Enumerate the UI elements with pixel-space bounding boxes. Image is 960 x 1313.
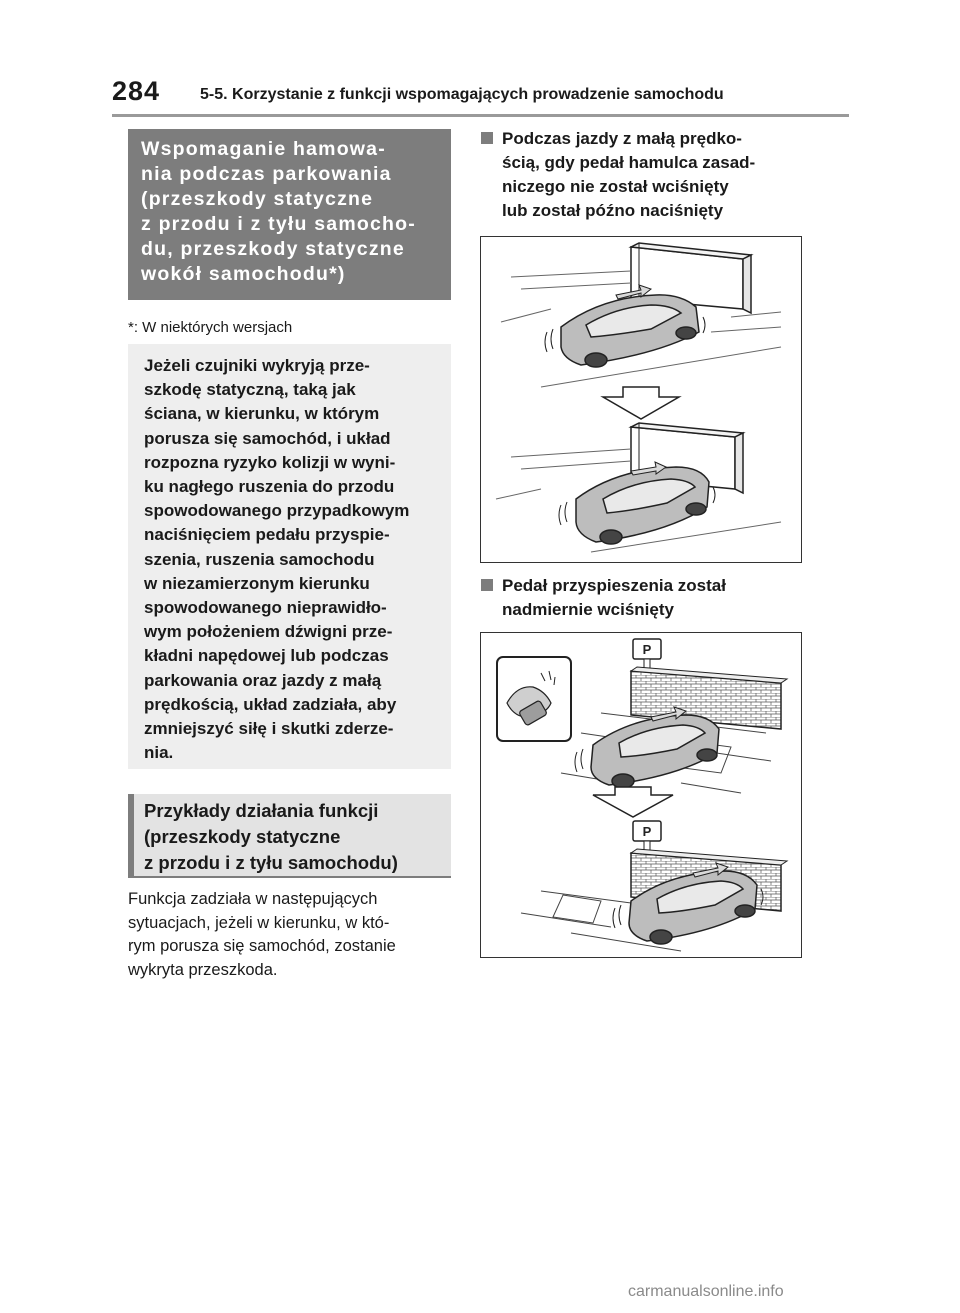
page-number: 284 — [112, 76, 161, 106]
parking-sign-icon — [633, 639, 661, 671]
parking-wall-illustration — [481, 237, 801, 562]
title-line: du, przeszkody statyczne — [141, 238, 405, 260]
subheading-box — [128, 794, 451, 876]
intro-line: prędkością, układ zadziała, aby — [144, 694, 397, 714]
parking-sign-icon — [633, 821, 661, 853]
subheading-line: z przodu i z tyłu samochodu) — [144, 852, 398, 873]
intro-line: porusza się samochód, i układ — [144, 428, 391, 448]
case2-line: nadmiernie wciśnięty — [502, 600, 674, 619]
down-arrow-icon — [603, 387, 679, 419]
bullet-square-icon — [481, 579, 493, 591]
intro-line: rozpozna ryzyko kolizji w wyni- — [144, 452, 396, 472]
title-line: Wspomaganie hamowa- — [141, 138, 386, 160]
section-title: 5-5. Korzystanie z funkcji wspomagających prowadzenie samochodu — [200, 86, 724, 103]
intro-line: nia. — [144, 743, 174, 763]
bullet-square-icon — [481, 132, 493, 144]
body-line: Funkcja zadziała w następujących — [128, 890, 378, 908]
parking-lot-illustration — [481, 633, 801, 957]
footnote: *: W niektórych wersjach — [128, 319, 293, 336]
sign-letter: P — [642, 642, 652, 657]
body-paragraph — [128, 888, 396, 982]
intro-line: parkowania oraz jazdy z małą — [144, 670, 382, 690]
intro-line: spowodowanego przypadkowym — [144, 501, 410, 521]
case2-heading — [481, 574, 726, 622]
intro-line: ku nagłego ruszenia do przodu — [144, 477, 395, 497]
title-line: wokół samochodu*) — [141, 263, 346, 285]
case1-line: lub został późno naciśnięty — [502, 201, 724, 220]
down-arrow-icon — [593, 787, 673, 817]
subheading-line: Przykłady działania funkcji — [144, 800, 379, 821]
pedal-inset — [497, 657, 571, 741]
figure-accelerator-overpressed — [480, 632, 802, 958]
subheading-underline — [128, 876, 451, 878]
car-graphic — [591, 715, 719, 788]
case1-line: ścią, gdy pedał hamulca zasad- — [502, 153, 756, 172]
title-line: nia podczas parkowania — [141, 163, 392, 185]
intro-line: kładni napędowej lub podczas — [144, 646, 389, 666]
intro-line: w niezamierzonym kierunku — [144, 573, 370, 593]
case2-line: Pedał przyspieszenia został — [502, 576, 726, 595]
body-line: wykryta przeszkoda. — [128, 960, 278, 979]
case1-heading — [481, 127, 755, 223]
title-line: (przeszkody statyczne — [141, 188, 374, 210]
body-line: rym porusza się samochód, zostanie — [128, 937, 396, 956]
title-box — [128, 129, 451, 300]
intro-line: naciśnięciem pedału przyspie- — [144, 525, 390, 545]
car-graphic — [561, 295, 699, 367]
intro-line: spowodowanego nieprawidło- — [144, 598, 387, 618]
car-graphic — [576, 467, 709, 544]
figure-brake-not-pressed — [480, 236, 802, 563]
case1-line: Podczas jazdy z małą prędko- — [502, 129, 742, 148]
intro-line: szenia, ruszenia samochodu — [144, 549, 375, 569]
intro-line: ściana, w kierunku, w którym — [144, 404, 380, 424]
header-divider — [112, 114, 849, 117]
body-line: sytuacjach, jeżeli w kierunku, w któ- — [128, 913, 390, 932]
subheading-line: (przeszkody statyczne — [144, 826, 341, 847]
title-line: z przodu i z tyłu samocho- — [141, 213, 416, 235]
sign-letter: P — [642, 824, 652, 839]
intro-line: szkodę statyczną, taką jak — [144, 380, 356, 400]
intro-box — [128, 344, 451, 769]
intro-line: wym położeniem dźwigni prze- — [144, 622, 393, 642]
intro-line: zmniejszyć siłę i skutki zderze- — [144, 719, 394, 739]
case1-line: niczego nie został wciśnięty — [502, 177, 729, 196]
watermark: carmanualsonline.info — [628, 1283, 784, 1300]
intro-line: Jeżeli czujniki wykryją prze- — [144, 356, 370, 375]
